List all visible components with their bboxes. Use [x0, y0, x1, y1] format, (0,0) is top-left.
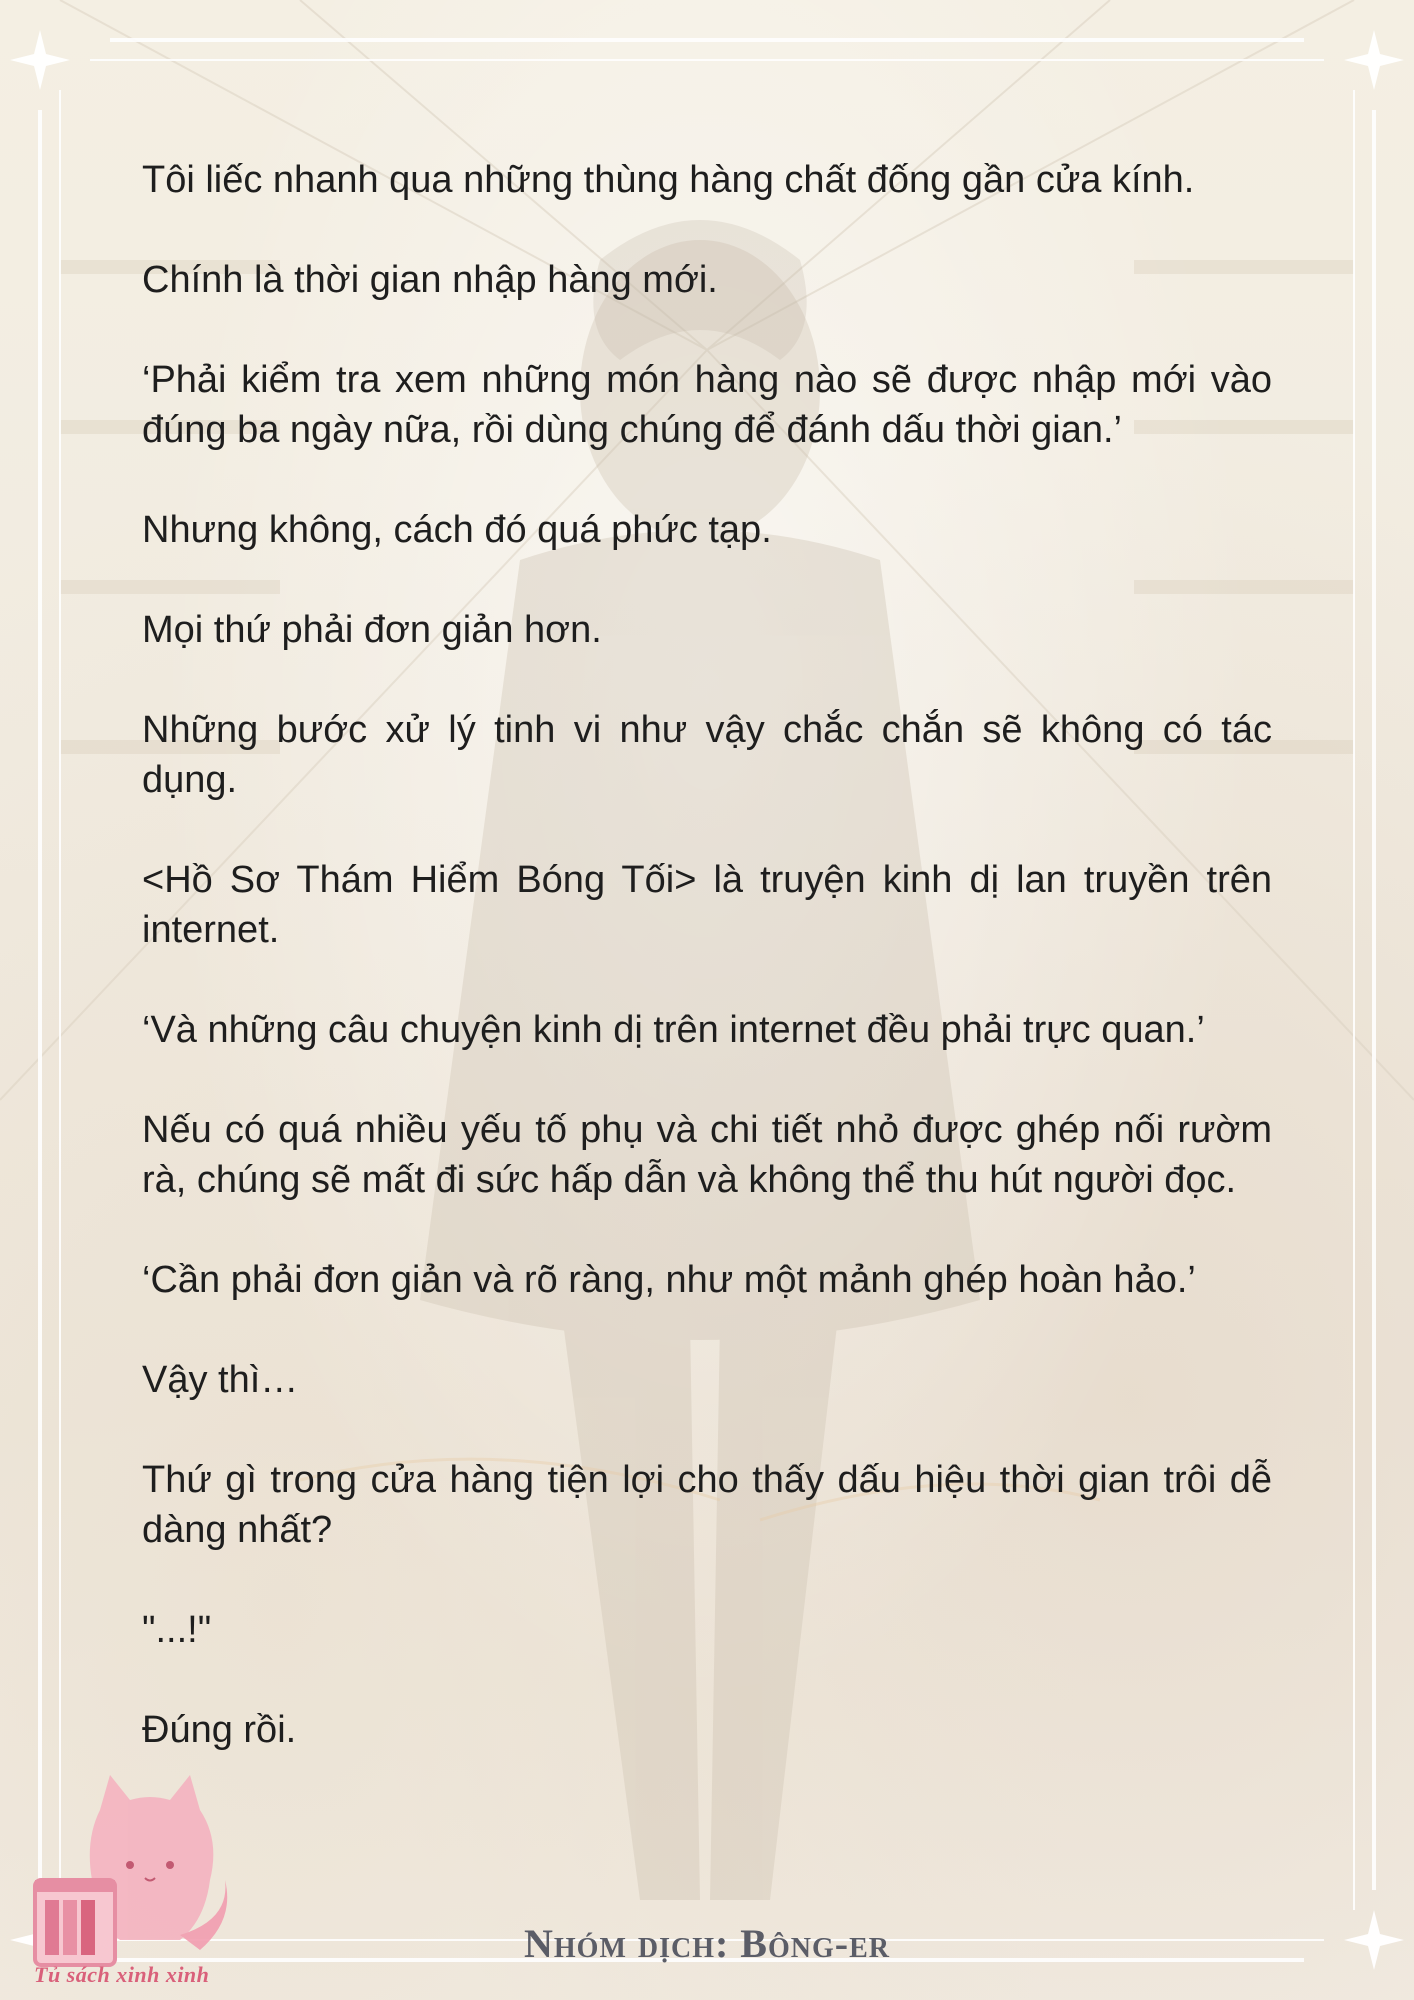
paragraph: Nếu có quá nhiều yếu tố phụ và chi tiết nhỏ được ghép nối rườm rà, chúng sẽ mất đi sức hấp dẫn và không thể thu hút người đọc.	[142, 1109, 1272, 1201]
logo-text: Tủ sách xinh xinh	[34, 1962, 210, 1987]
paragraph: Mọi thứ phải đơn giản hơn.	[142, 609, 602, 651]
story-text	[142, 155, 1272, 1805]
paragraph: <Hồ Sơ Thám Hiểm Bóng Tối> là truyện kinh dị lan truyền trên internet.	[142, 859, 1272, 951]
paragraph: ‘Cần phải đơn giản và rõ ràng, như một mảnh ghép hoàn hảo.’	[142, 1259, 1196, 1301]
paragraph: "...!"	[142, 1609, 212, 1651]
translator-credit: Nhóm dịch: Bông-er	[524, 1921, 890, 1966]
paragraph: Tôi liếc nhanh qua những thùng hàng chất đống gần cửa kính.	[142, 159, 1195, 201]
paragraph: Chính là thời gian nhập hàng mới.	[142, 259, 718, 301]
paragraph: Đúng rồi.	[142, 1709, 297, 1751]
paragraph: ‘Phải kiểm tra xem những món hàng nào sẽ được nhập mới vào đúng ba ngày nữa, rồi dùng chúng để đánh dấu thời gian.’	[142, 359, 1272, 451]
paragraph: Thứ gì trong cửa hàng tiện lợi cho thấy dấu hiệu thời gian trôi dễ dàng nhất?	[142, 1459, 1272, 1551]
paragraph: Nhưng không, cách đó quá phức tạp.	[142, 509, 772, 551]
paragraph: Những bước xử lý tinh vi như vậy chắc chắn sẽ không có tác dụng.	[142, 709, 1272, 801]
paragraph: ‘Và những câu chuyện kinh dị trên internet đều phải trực quan.’	[142, 1009, 1205, 1051]
paragraph: Vậy thì…	[142, 1359, 299, 1401]
